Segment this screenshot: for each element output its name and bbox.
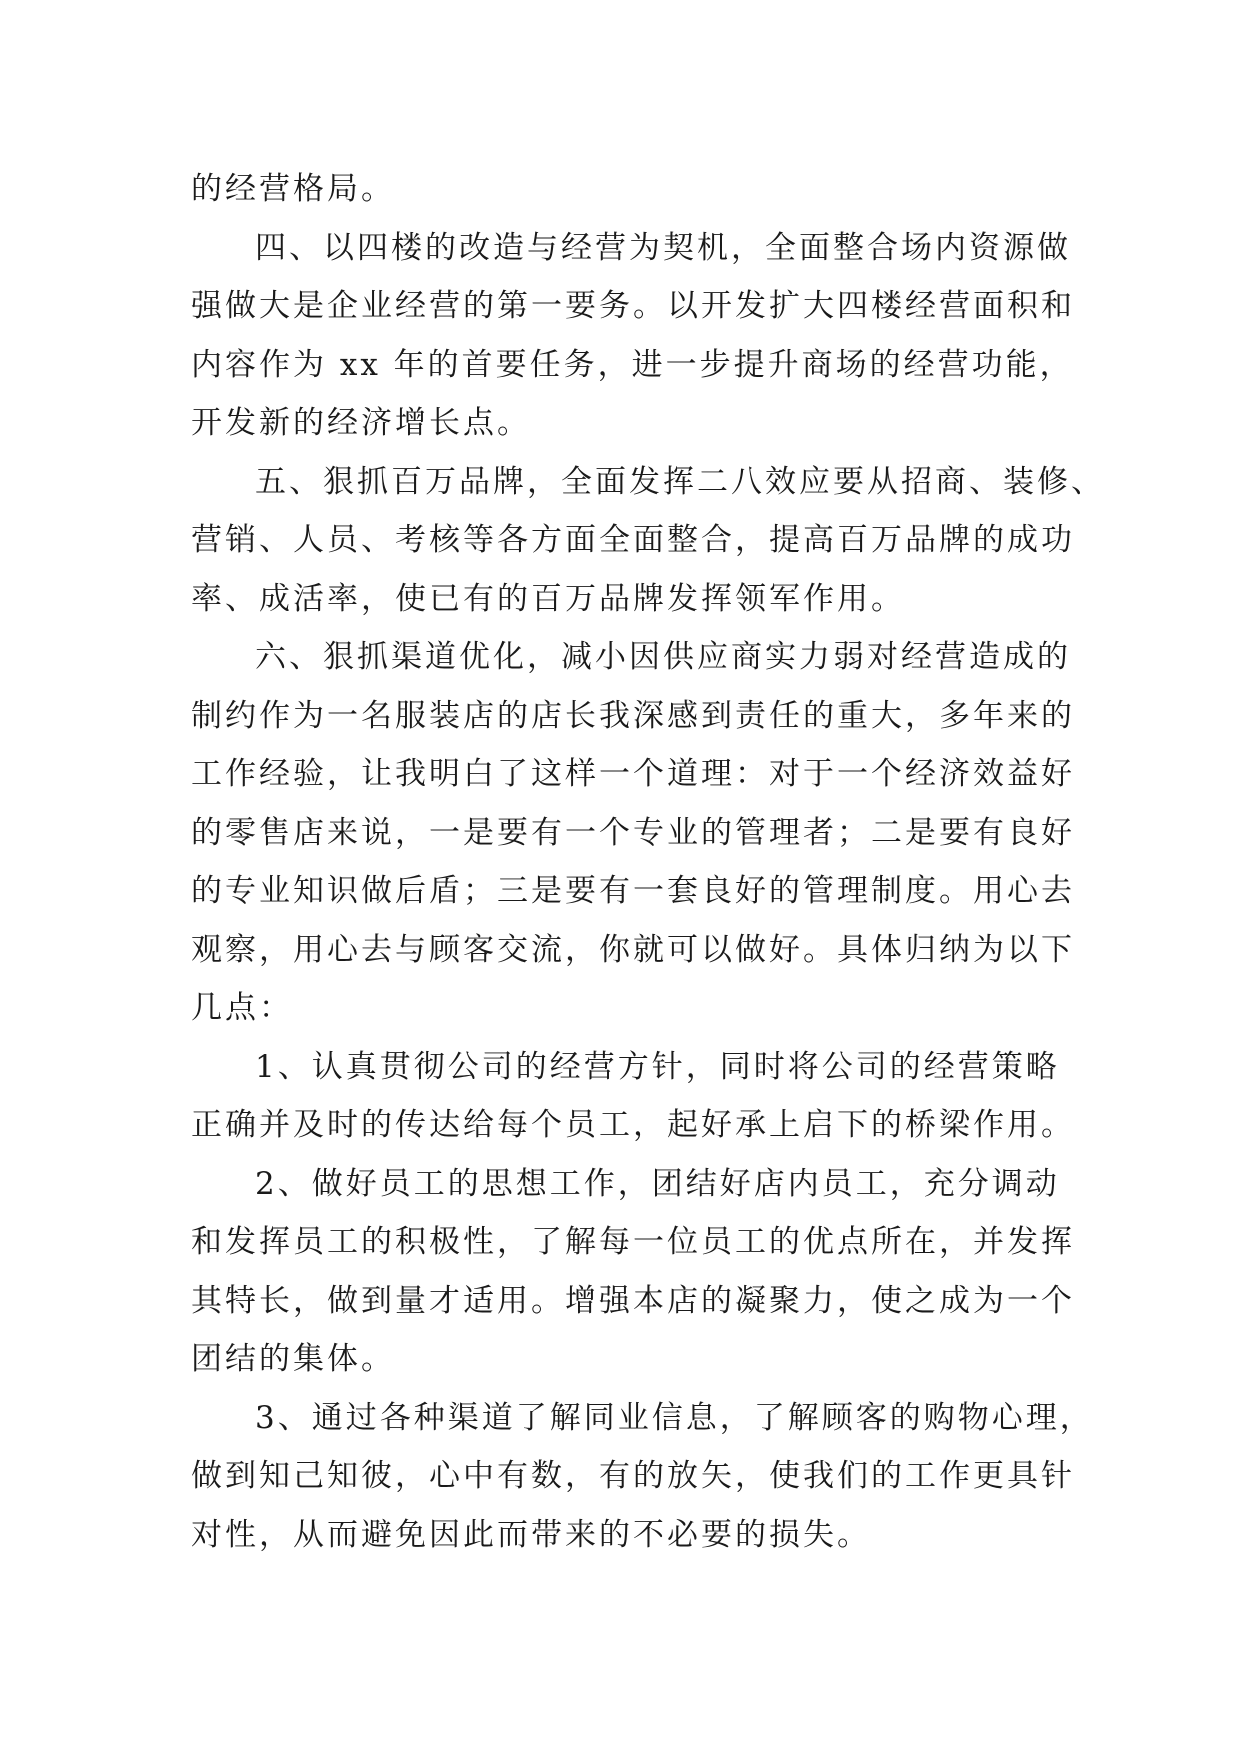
text-line: 几点： xyxy=(191,990,293,1026)
text-line: 工作经验，让我明白了这样一个道理：对于一个经济效益好 xyxy=(191,756,1075,792)
document-body xyxy=(191,160,1105,1564)
text-line: 六、狠抓渠道优化，减小因供应商实力弱对经营造成的 xyxy=(255,639,1071,675)
text-line: 1、认真贯彻公司的经营方针，同时将公司的经营策略 xyxy=(255,1048,1060,1085)
text-line: 率、成活率，使已有的百万品牌发挥领军作用。 xyxy=(191,580,905,617)
text-line: 3、通过各种渠道了解同业信息，了解顾客的购物心理， xyxy=(255,1399,1094,1436)
text-line: 其特长，做到量才适用。增强本店的凝聚力，使之成为一个 xyxy=(191,1282,1075,1319)
text-line: 团结的集体。 xyxy=(191,1341,395,1377)
text-line: 的专业知识做后盾；三是要有一套良好的管理制度。用心去 xyxy=(191,873,1075,909)
text-line: 和发挥员工的积极性，了解每一位员工的优点所在，并发挥 xyxy=(191,1224,1075,1260)
text-line: 制约作为一名服装店的店长我深感到责任的重大，多年来的 xyxy=(191,697,1075,734)
text-line: 观察，用心去与顾客交流，你就可以做好。具体归纳为以下 xyxy=(191,931,1075,968)
text-line: 做到知己知彼，心中有数，有的放矢，使我们的工作更具针 xyxy=(191,1458,1075,1494)
text-line: 的零售店来说，一是要有一个专业的管理者；二是要有良好 xyxy=(191,814,1075,851)
text-line: 2、做好员工的思想工作，团结好店内员工，充分调动 xyxy=(255,1165,1060,1202)
text-line: 四、以四楼的改造与经营为契机，全面整合场内资源做 xyxy=(255,229,1071,266)
text-line: 五、狠抓百万品牌，全面发挥二八效应要从招商、装修、 xyxy=(255,463,1105,500)
text-line: 正确并及时的传达给每个员工，起好承上启下的桥梁作用。 xyxy=(191,1107,1075,1143)
text-line: 内容作为 xx 年的首要任务，进一步提升商场的经营功能， xyxy=(191,346,1074,383)
text-line: 的经营格局。 xyxy=(191,171,395,207)
text-line: 营销、人员、考核等各方面全面整合，提高百万品牌的成功 xyxy=(191,522,1075,558)
text-line: 开发新的经济增长点。 xyxy=(191,405,531,441)
text-line: 对性，从而避免因此而带来的不必要的损失。 xyxy=(191,1516,871,1553)
text-line: 强做大是企业经营的第一要务。以开发扩大四楼经营面积和 xyxy=(191,288,1075,324)
